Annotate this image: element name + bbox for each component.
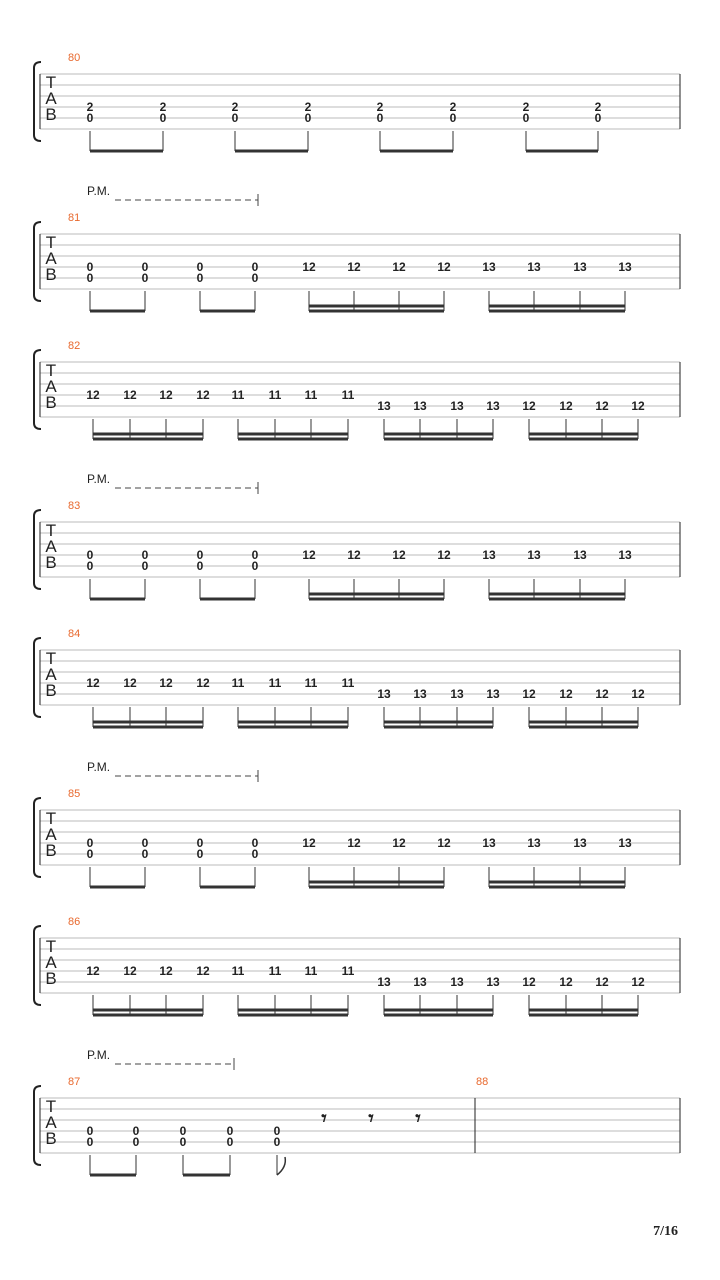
fret-number: 2 (231, 100, 239, 114)
fret-number: 0 (226, 1135, 234, 1149)
measure-number: 80 (68, 52, 81, 64)
fret-number: 12 (123, 676, 137, 690)
tab-clef-letter: A (45, 377, 57, 396)
fret-number: 0 (251, 548, 259, 562)
fret-number: 13 (377, 687, 391, 701)
fret-number: 12 (392, 548, 406, 562)
fret-number: 12 (347, 260, 361, 274)
fret-number: 13 (618, 548, 632, 562)
measure-number: 82 (68, 340, 81, 352)
fret-number: 0 (132, 1135, 140, 1149)
measure-number: 84 (68, 628, 81, 640)
fret-number: 13 (486, 687, 500, 701)
fret-number: 0 (196, 548, 204, 562)
tab-clef-letter: A (45, 953, 57, 972)
fret-number: 0 (196, 271, 204, 285)
measure-number: 83 (68, 500, 81, 512)
fret-number: 0 (86, 548, 94, 562)
fret-number: 12 (302, 836, 316, 850)
fret-number: 11 (341, 388, 355, 402)
fret-number: 12 (631, 399, 645, 413)
fret-number: 0 (86, 836, 94, 850)
fret-number: 12 (123, 964, 137, 978)
fret-number: 13 (527, 548, 541, 562)
fret-number: 0 (226, 1124, 234, 1138)
fret-number: 13 (527, 836, 541, 850)
fret-number: 0 (376, 111, 384, 125)
staff-system (34, 340, 680, 439)
tab-clef-letter: T (45, 361, 57, 380)
fret-number: 12 (159, 388, 173, 402)
fret-number: 12 (196, 964, 210, 978)
fret-number: 12 (631, 975, 645, 989)
fret-number: 0 (304, 111, 312, 125)
fret-number: 12 (86, 388, 100, 402)
fret-number: 13 (618, 836, 632, 850)
fret-number: 0 (159, 111, 167, 125)
fret-number: 13 (377, 975, 391, 989)
fret-number: 0 (86, 260, 94, 274)
staff-system (34, 1048, 680, 1175)
fret-number: 2 (449, 100, 457, 114)
fret-number: 11 (268, 388, 282, 402)
fret-number: 0 (141, 559, 149, 573)
fret-number: 12 (522, 687, 536, 701)
fret-number: 13 (377, 399, 391, 413)
measure-number: 87 (68, 1076, 81, 1088)
fret-number: 12 (522, 975, 536, 989)
fret-number: 12 (159, 676, 173, 690)
fret-number: 0 (141, 271, 149, 285)
tab-clef-letter: A (45, 825, 57, 844)
fret-number: 11 (231, 676, 245, 690)
fret-number: 13 (486, 399, 500, 413)
fret-number: 11 (268, 964, 282, 978)
fret-number: 13 (573, 260, 587, 274)
fret-number: 12 (196, 676, 210, 690)
fret-number: 12 (595, 687, 609, 701)
tab-clef-letter: T (45, 649, 57, 668)
fret-number: 0 (179, 1124, 187, 1138)
fret-number: 12 (86, 676, 100, 690)
fret-number: 12 (631, 687, 645, 701)
eighth-rest: 𝄾 (368, 1106, 374, 1130)
fret-number: 0 (273, 1135, 281, 1149)
fret-number: 12 (595, 975, 609, 989)
tab-clef-letter: B (45, 841, 57, 860)
fret-number: 11 (304, 964, 318, 978)
fret-number: 13 (413, 399, 427, 413)
fret-number: 12 (86, 964, 100, 978)
fret-number: 12 (347, 836, 361, 850)
tab-clef-letter: B (45, 393, 57, 412)
measure-number: 81 (68, 212, 81, 224)
staff-system (34, 472, 680, 599)
fret-number: 0 (196, 260, 204, 274)
fret-number: 0 (141, 548, 149, 562)
eighth-rest: 𝄾 (321, 1106, 327, 1130)
fret-number: 12 (437, 260, 451, 274)
fret-number: 11 (341, 676, 355, 690)
fret-number: 0 (86, 559, 94, 573)
fret-number: 2 (86, 100, 94, 114)
tab-clef-letter: B (45, 969, 57, 988)
staff-system (34, 184, 680, 311)
fret-number: 12 (392, 260, 406, 274)
tab-clef-letter: B (45, 105, 57, 124)
fret-number: 12 (159, 964, 173, 978)
fret-number: 0 (251, 836, 259, 850)
fret-number: 12 (123, 388, 137, 402)
tab-clef-letter: T (45, 73, 57, 92)
fret-number: 12 (196, 388, 210, 402)
fret-number: 12 (347, 548, 361, 562)
tab-clef-letter: B (45, 265, 57, 284)
fret-number: 2 (522, 100, 530, 114)
fret-number: 0 (86, 271, 94, 285)
fret-number: 0 (522, 111, 530, 125)
measure-number: 85 (68, 788, 81, 800)
fret-number: 12 (595, 399, 609, 413)
fret-number: 11 (304, 676, 318, 690)
fret-number: 11 (231, 964, 245, 978)
fret-number: 13 (482, 260, 496, 274)
sheet-content (34, 52, 680, 1175)
fret-number: 0 (196, 836, 204, 850)
note-flag (277, 1157, 285, 1175)
fret-number: 0 (86, 1124, 94, 1138)
tab-clef-letter: A (45, 537, 57, 556)
fret-number: 12 (437, 548, 451, 562)
fret-number: 0 (594, 111, 602, 125)
fret-number: 11 (268, 676, 282, 690)
staff-system (34, 760, 680, 887)
fret-number: 2 (594, 100, 602, 114)
page-number: 7/16 (653, 1224, 678, 1239)
palm-mute-label: P.M. (87, 472, 111, 486)
fret-number: 0 (196, 847, 204, 861)
tab-clef-letter: T (45, 809, 57, 828)
fret-number: 2 (376, 100, 384, 114)
fret-number: 13 (450, 975, 464, 989)
fret-number: 12 (302, 260, 316, 274)
fret-number: 0 (273, 1124, 281, 1138)
tab-clef-letter: B (45, 1129, 57, 1148)
fret-number: 13 (482, 548, 496, 562)
fret-number: 0 (231, 111, 239, 125)
fret-number: 12 (559, 975, 573, 989)
fret-number: 0 (86, 847, 94, 861)
staff-system (34, 628, 680, 727)
fret-number: 13 (573, 836, 587, 850)
fret-number: 13 (450, 687, 464, 701)
fret-number: 0 (86, 1135, 94, 1149)
measure-number: 86 (68, 916, 81, 928)
tab-clef-letter: A (45, 665, 57, 684)
tab-clef-letter: A (45, 249, 57, 268)
fret-number: 0 (179, 1135, 187, 1149)
fret-number: 13 (618, 260, 632, 274)
fret-number: 13 (450, 399, 464, 413)
fret-number: 2 (304, 100, 312, 114)
fret-number: 0 (132, 1124, 140, 1138)
fret-number: 11 (231, 388, 245, 402)
tab-clef-letter: B (45, 553, 57, 572)
staff-system (34, 52, 680, 151)
staff-system (34, 916, 680, 1015)
palm-mute-label: P.M. (87, 184, 111, 198)
tab-clef-letter: T (45, 521, 57, 540)
palm-mute-label: P.M. (87, 1048, 111, 1062)
fret-number: 0 (141, 847, 149, 861)
fret-number: 0 (251, 260, 259, 274)
fret-number: 13 (413, 687, 427, 701)
palm-mute-label: P.M. (87, 760, 111, 774)
fret-number: 12 (559, 399, 573, 413)
fret-number: 0 (141, 260, 149, 274)
eighth-rest: 𝄾 (415, 1106, 421, 1130)
tab-clef-letter: A (45, 89, 57, 108)
fret-number: 0 (141, 836, 149, 850)
fret-number: 11 (341, 964, 355, 978)
fret-number: 12 (522, 399, 536, 413)
tab-clef-letter: B (45, 681, 57, 700)
measure-number: 88 (476, 1076, 489, 1088)
fret-number: 13 (527, 260, 541, 274)
fret-number: 13 (482, 836, 496, 850)
fret-number: 12 (437, 836, 451, 850)
fret-number: 13 (486, 975, 500, 989)
tab-clef-letter: T (45, 233, 57, 252)
fret-number: 0 (449, 111, 457, 125)
tab-clef-letter: T (45, 937, 57, 956)
fret-number: 13 (573, 548, 587, 562)
fret-number: 0 (86, 111, 94, 125)
fret-number: 13 (413, 975, 427, 989)
fret-number: 0 (251, 559, 259, 573)
fret-number: 12 (392, 836, 406, 850)
fret-number: 12 (302, 548, 316, 562)
fret-number: 2 (159, 100, 167, 114)
fret-number: 0 (196, 559, 204, 573)
tab-clef-letter: A (45, 1113, 57, 1132)
tab-clef-letter: T (45, 1097, 57, 1116)
fret-number: 0 (251, 271, 259, 285)
fret-number: 0 (251, 847, 259, 861)
fret-number: 11 (304, 388, 318, 402)
fret-number: 12 (559, 687, 573, 701)
